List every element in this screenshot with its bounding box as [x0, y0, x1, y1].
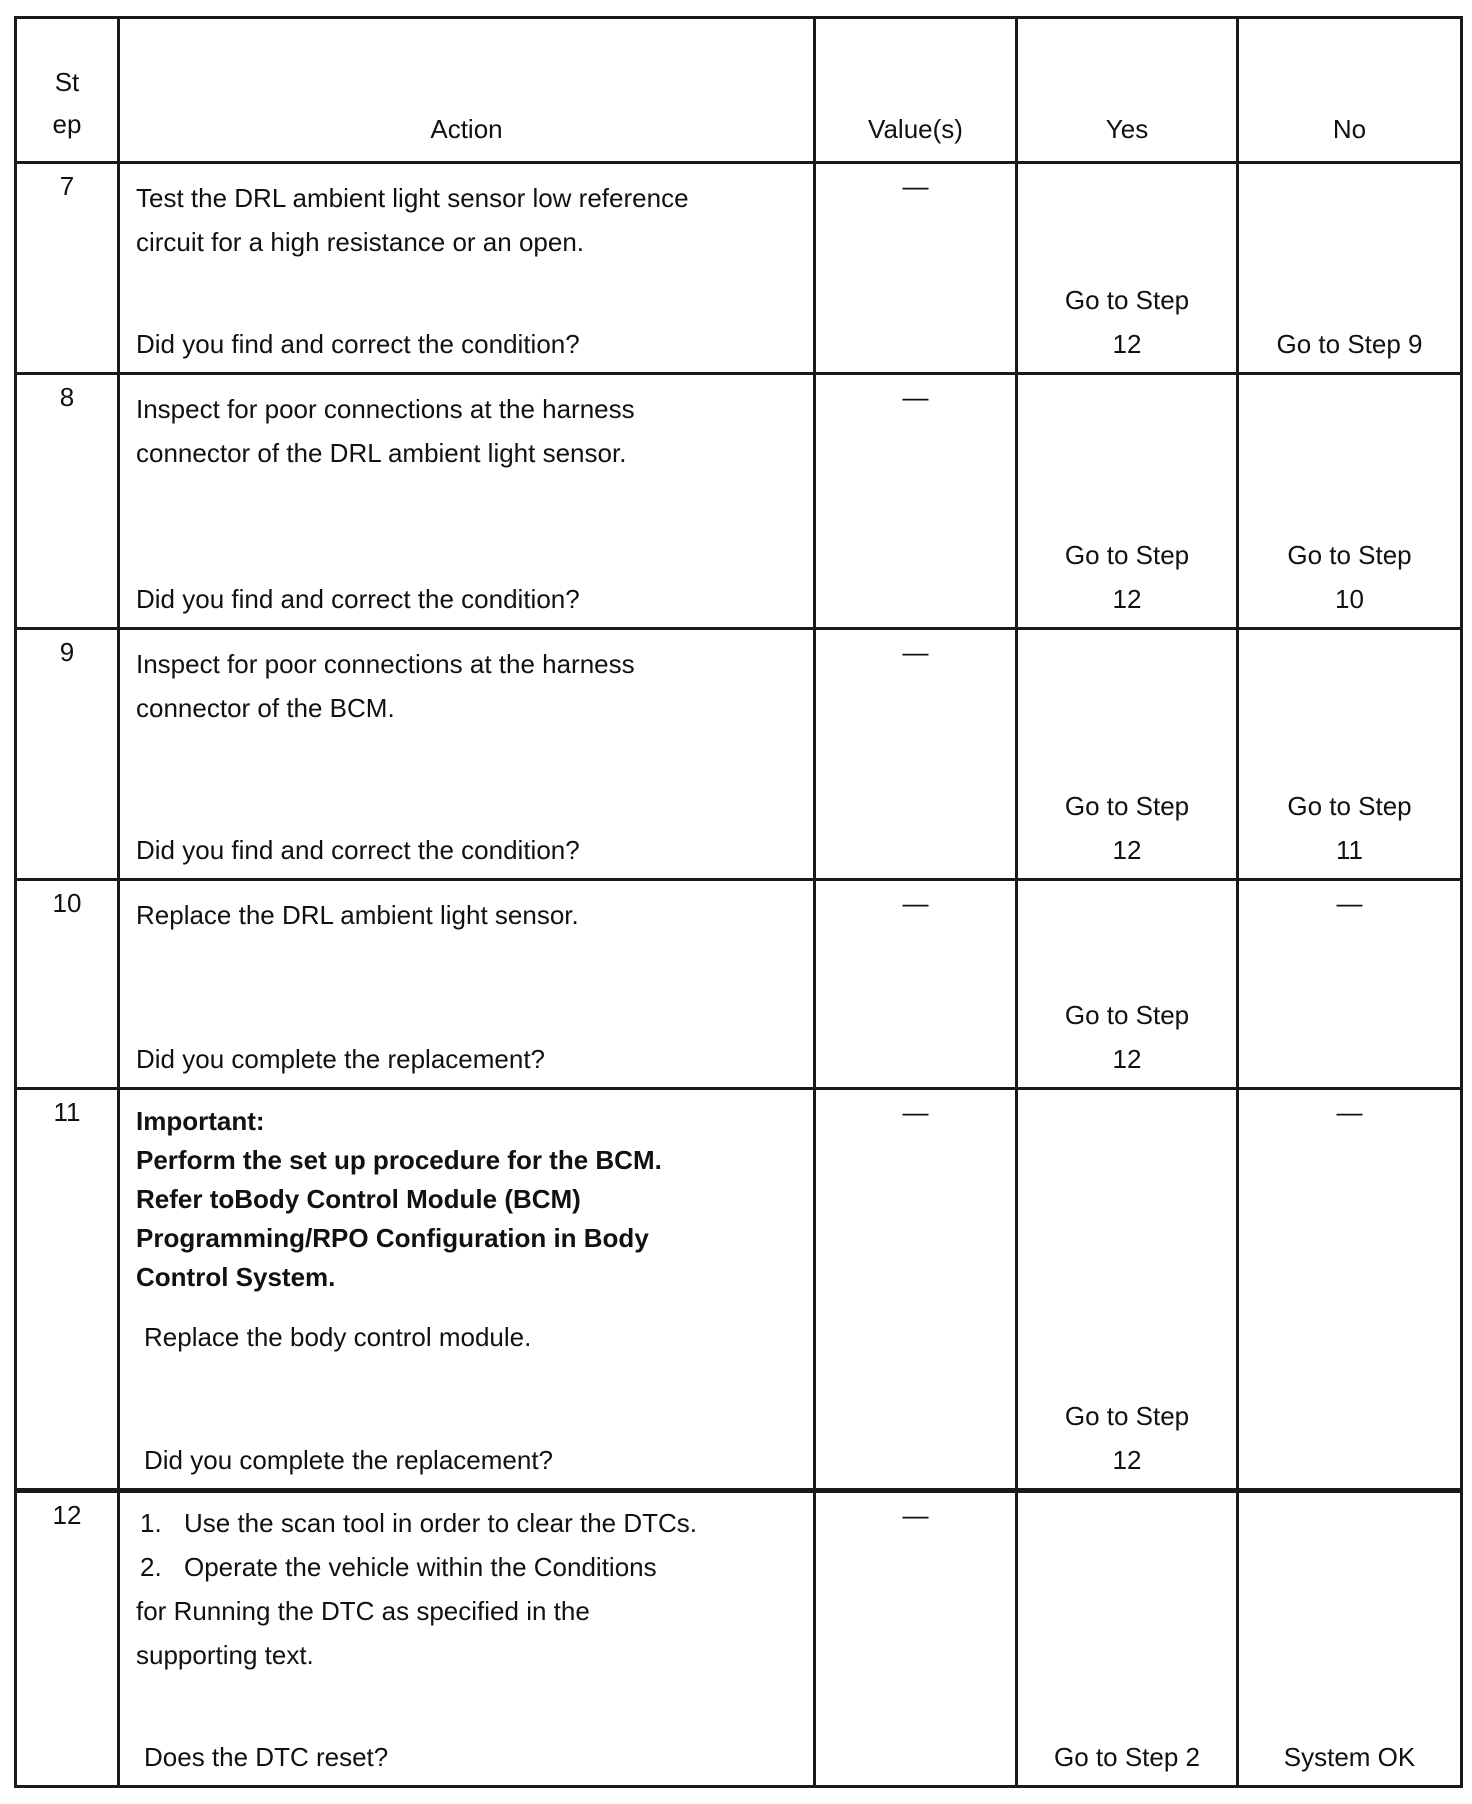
action-text-line: connector of the DRL ambient light sensor. — [136, 438, 627, 468]
yes-cell — [1017, 1491, 1238, 1787]
action-cell — [119, 1491, 815, 1787]
action-question: Did you find and correct the condition? — [136, 329, 580, 359]
yes-text-line: 12 — [1112, 835, 1142, 865]
action-question: Did you complete the replacement? — [136, 1044, 546, 1074]
yes-text-line: 12 — [1112, 1445, 1142, 1475]
important-text-line: Refer toBody Control Module (BCM) — [136, 1184, 581, 1214]
action-question: Did you find and correct the condition? — [136, 584, 580, 614]
step-number: 12 — [16, 1491, 119, 1787]
yes-text-line: Go to Step — [1064, 540, 1190, 570]
step-number: 9 — [16, 629, 119, 880]
no-text-line: Go to Step — [1287, 540, 1412, 570]
diagnostic-table — [14, 16, 1463, 1788]
table-row — [16, 629, 1462, 880]
action-text-line: circuit for a high resistance or an open. — [136, 227, 585, 257]
table-row — [16, 163, 1462, 374]
list-item-text: Use the scan tool in order to clear the DTCs. — [184, 1508, 698, 1538]
action-text-line: supporting text. — [136, 1640, 314, 1670]
action-cell — [119, 880, 815, 1089]
important-text-line: Control System. — [136, 1262, 336, 1292]
header-yes — [1017, 18, 1238, 163]
action-instruction: Replace the body control module. — [144, 1322, 532, 1352]
yes-text-line: 12 — [1112, 1044, 1142, 1074]
no-text-line: Go to Step — [1287, 791, 1412, 821]
list-item — [136, 1501, 793, 1545]
list-item-number: 2. — [140, 1552, 162, 1582]
table-row — [16, 374, 1462, 629]
no-cell: — — [1238, 880, 1462, 1089]
action-text-line: Inspect for poor connections at the harness — [136, 649, 635, 679]
value-cell: — — [815, 374, 1017, 629]
yes-cell — [1017, 163, 1238, 374]
action-cell — [119, 163, 815, 374]
action-text-line: for Running the DTC as specified in the — [136, 1596, 590, 1626]
step-number: 7 — [16, 163, 119, 374]
action-question: Did you complete the replacement? — [144, 1445, 554, 1475]
step-number: 10 — [16, 880, 119, 1089]
header-values-label: Value(s) — [868, 114, 963, 144]
yes-text-line: Go to Step — [1064, 1401, 1190, 1431]
list-item-number: 1. — [140, 1508, 162, 1538]
header-step-line-2: ep — [52, 109, 82, 139]
yes-cell — [1017, 629, 1238, 880]
action-cell — [119, 374, 815, 629]
header-row — [16, 18, 1462, 163]
value-cell: — — [815, 629, 1017, 880]
yes-text-line: Go to Step — [1064, 1000, 1190, 1030]
no-cell — [1238, 1491, 1462, 1787]
value-cell: — — [815, 163, 1017, 374]
header-no-label: No — [1332, 114, 1367, 144]
table-row — [16, 1491, 1462, 1787]
action-question: Did you find and correct the condition? — [136, 835, 580, 865]
action-cell — [119, 1089, 815, 1491]
yes-text-line: Go to Step — [1064, 791, 1190, 821]
yes-cell — [1017, 1089, 1238, 1491]
important-label: Important: — [136, 1106, 265, 1136]
important-text-line: Programming/RPO Configuration in Body — [136, 1223, 649, 1253]
no-cell — [1238, 629, 1462, 880]
yes-text-line: 12 — [1112, 329, 1142, 359]
step-number: 8 — [16, 374, 119, 629]
table-row — [16, 1089, 1462, 1491]
no-cell — [1238, 163, 1462, 374]
list-item-text: Operate the vehicle within the Conditions — [184, 1552, 657, 1582]
yes-text-line: Go to Step 2 — [1054, 1742, 1200, 1772]
value-cell: — — [815, 1491, 1017, 1787]
action-text-line: connector of the BCM. — [136, 693, 395, 723]
no-text-line: 11 — [1336, 835, 1363, 865]
header-action — [119, 18, 815, 163]
yes-text-line: Go to Step — [1064, 285, 1190, 315]
yes-text-line: 12 — [1112, 584, 1142, 614]
no-text-line: 10 — [1335, 584, 1364, 614]
header-step — [16, 18, 119, 163]
header-values — [815, 18, 1017, 163]
important-text-line: Perform the set up procedure for the BCM. — [136, 1145, 662, 1175]
action-question: Does the DTC reset? — [144, 1742, 389, 1772]
header-no — [1238, 18, 1462, 163]
header-step-line-1: St — [54, 67, 80, 97]
list-item — [136, 1545, 793, 1589]
value-cell: — — [815, 880, 1017, 1089]
action-text-line: Test the DRL ambient light sensor low reference — [136, 183, 689, 213]
action-text-line: Inspect for poor connections at the harness — [136, 394, 635, 424]
action-text-line: Replace the DRL ambient light sensor. — [136, 900, 579, 930]
no-text-line: Go to Step 9 — [1276, 329, 1423, 359]
value-cell: — — [815, 1089, 1017, 1491]
no-cell: — — [1238, 1089, 1462, 1491]
action-cell — [119, 629, 815, 880]
no-text-line: System OK — [1283, 1742, 1416, 1772]
yes-cell — [1017, 880, 1238, 1089]
no-cell — [1238, 374, 1462, 629]
yes-cell — [1017, 374, 1238, 629]
step-number: 11 — [16, 1089, 119, 1491]
table-row — [16, 880, 1462, 1089]
header-action-label: Action — [430, 114, 503, 144]
header-yes-label: Yes — [1105, 114, 1149, 144]
